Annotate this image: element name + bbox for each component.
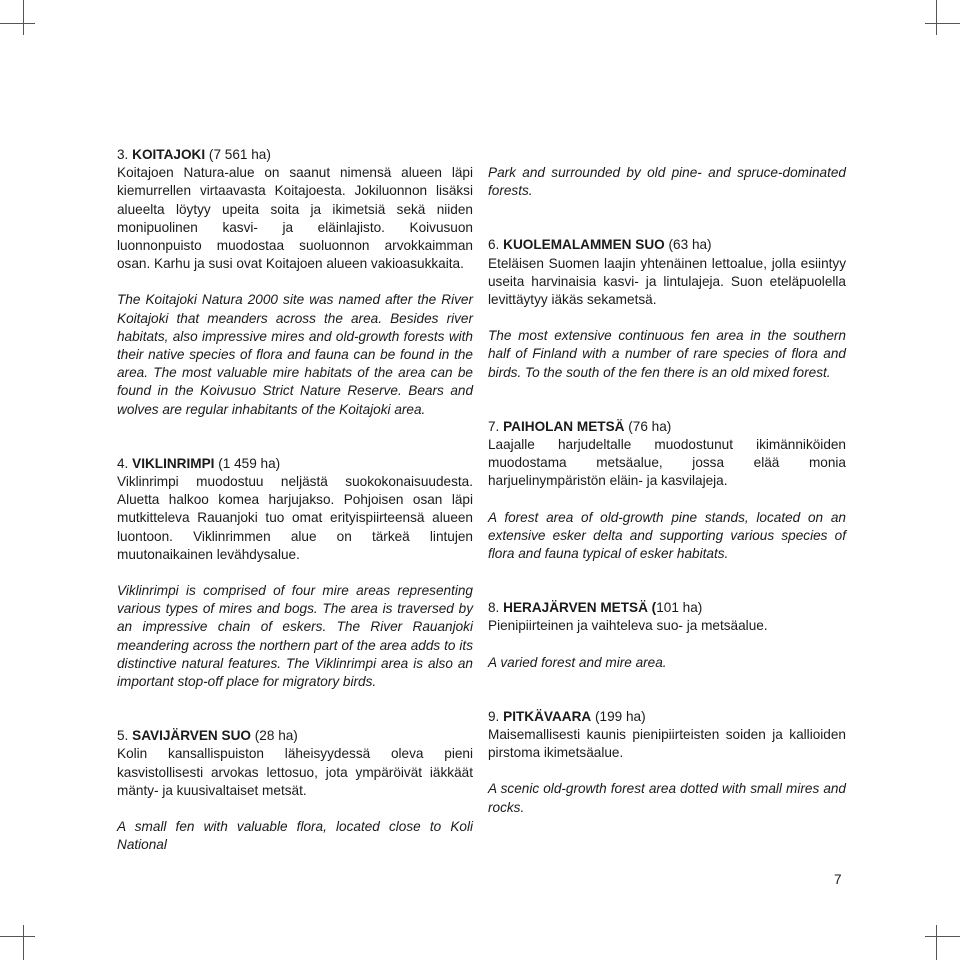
crop-mark-top-left: [23, 0, 24, 35]
section-savijarven-suo: [117, 727, 473, 854]
english-description: A varied forest and mire area.: [488, 654, 667, 670]
section-heading: [117, 146, 473, 164]
section-heading: [117, 727, 473, 745]
crop-mark-top-right-h: [925, 23, 960, 24]
section-herajarven-metsa: [488, 599, 846, 672]
crop-mark-bottom-left: [23, 925, 24, 960]
section-heading: [488, 418, 846, 436]
section-area: (63 ha): [668, 237, 712, 253]
crop-mark-top-right: [936, 0, 937, 35]
finnish-description: Maisemallisesti kaunis pienipiirteisten soiden ja kallioiden pirstoma ikimetsäalue.: [488, 727, 846, 761]
crop-mark-bottom-right-h: [925, 936, 960, 937]
english-description: The most extensive continuous fen area in the southern half of Finland with a number of rare species of flora and birds. To the south of the fen there is an old mixed forest.: [488, 328, 846, 380]
section-area: 101 ha): [656, 600, 703, 616]
section-number: 3.: [117, 147, 129, 162]
section-number: 9.: [488, 708, 500, 724]
section-viklinrimpi: [117, 455, 473, 691]
section-area: (7 561 ha): [208, 147, 271, 162]
section-heading: [488, 708, 846, 726]
section-name: KOITAJOKI: [132, 147, 206, 162]
section-area: (28 ha): [254, 728, 298, 744]
crop-mark-bottom-left-h: [0, 936, 35, 937]
finnish-description: Kolin kansallispuiston läheisyydessä oleva pieni kasvistollisesti arvokas lettosuo, jota ympäröivät iäkkäät mänty- ja kuusivaltaiset metsät.: [117, 746, 473, 798]
section-number: 6.: [488, 237, 500, 253]
section-area: (76 ha): [628, 418, 672, 434]
section-heading: [488, 599, 846, 617]
section-name: KUOLEMALAMMEN SUO: [503, 237, 665, 253]
section-name: PAIHOLAN METSÄ: [503, 418, 625, 434]
left-column: [117, 146, 473, 855]
section-heading: [117, 455, 473, 473]
finnish-description: Laajalle harjudeltalle muodostunut ikimänniköiden muodostama metsäalue, jossa elää monia harjuelinympäristön eläin- ja kasvilajeja.: [488, 437, 846, 489]
finnish-description: Koitajoen Natura-alue on saanut nimensä alueen läpi kiemurrellen virtaavasta Koitajoesta. Jokiluonnon lisäksi alueelta löytyy upeita soita ja ikimetsiä sekä niiden monipuolinen kasvi- ja eläinlajisto. Koivusuon luonnonpuisto muodostaa suoluonnon arvokkaimman osan. Karhu ja susi ovat Koitajoen alueen vakioasukkaita.: [117, 165, 473, 272]
section-kuolemalammen-suo: [488, 236, 846, 381]
section-number: 5.: [117, 728, 129, 744]
english-description: The Koitajoki Natura 2000 site was named after the River Koitajoki that meanders across the area. Besides river habitats, also impressive mires and old-growth forests with their native species of flora and fauna can be found in the area. The most valuable mire habitats of the area can be found in the Koivusuo Strict Nature Reserve. Bears and wolves are regular inhabitants of the Koitajoki area.: [117, 292, 473, 417]
crop-mark-bottom-right: [936, 925, 937, 960]
finnish-description: Eteläisen Suomen laajin yhtenäinen lettoalue, jolla esiintyy useita harvinaisia kasvi- ja lintulajeja. Suon eteläpuolella levittäytyy iäkäs sekametsä.: [488, 255, 846, 308]
section-koitajoki: [117, 146, 473, 419]
english-description: Viklinrimpi is comprised of four mire areas representing various types of mires and bogs. The area is traversed by an impressive chain of eskers. The River Rauanjoki meandering across the northern part of the area adds to its distinctive natural features. The Viklinrimpi area is also an important stop-off place for migratory birds.: [117, 583, 473, 690]
english-description-continued: Park and surrounded by old pine- and spruce-dominated forests.: [488, 165, 846, 199]
section-name: VIKLINRIMPI: [132, 455, 215, 471]
section-number: 4.: [117, 455, 129, 471]
finnish-description: Viklinrimpi muodostuu neljästä suokokonaisuudesta. Aluetta halkoo komea harjujakso. Pohjoisen osan läpi mutkitteleva Rauanjoki tuo omat erityispiirteensä alueen luontoon. Viklinrimmen alue on tärkeä lintujen muutonaikainen levähdysalue.: [117, 474, 473, 562]
section-number: 8.: [488, 600, 500, 616]
section-area: (1 459 ha): [218, 455, 281, 471]
section-paiholan-metsa: [488, 418, 846, 563]
english-description: A small fen with valuable flora, located close to Koli National: [117, 819, 473, 853]
page-number: 7: [834, 872, 842, 887]
right-column: [488, 164, 846, 817]
section-name: PITKÄVAARA: [503, 708, 592, 724]
finnish-description: Pienipiirteinen ja vaihteleva suo- ja metsäalue.: [488, 618, 768, 634]
section-number: 7.: [488, 418, 500, 434]
section-area: (199 ha): [595, 708, 646, 724]
crop-mark-top-left-h: [0, 23, 35, 24]
english-description: A forest area of old-growth pine stands, located on an extensive esker delta and supporting various species of flora and fauna typical of esker habitats.: [488, 509, 846, 562]
section-pitkavaara: [488, 708, 846, 817]
section-name: SAVIJÄRVEN SUO: [132, 728, 251, 744]
english-description: A scenic old-growth forest area dotted with small mires and rocks.: [488, 781, 846, 815]
section-name: HERAJÄRVEN METSÄ (: [503, 600, 657, 616]
section-heading: [488, 236, 846, 254]
